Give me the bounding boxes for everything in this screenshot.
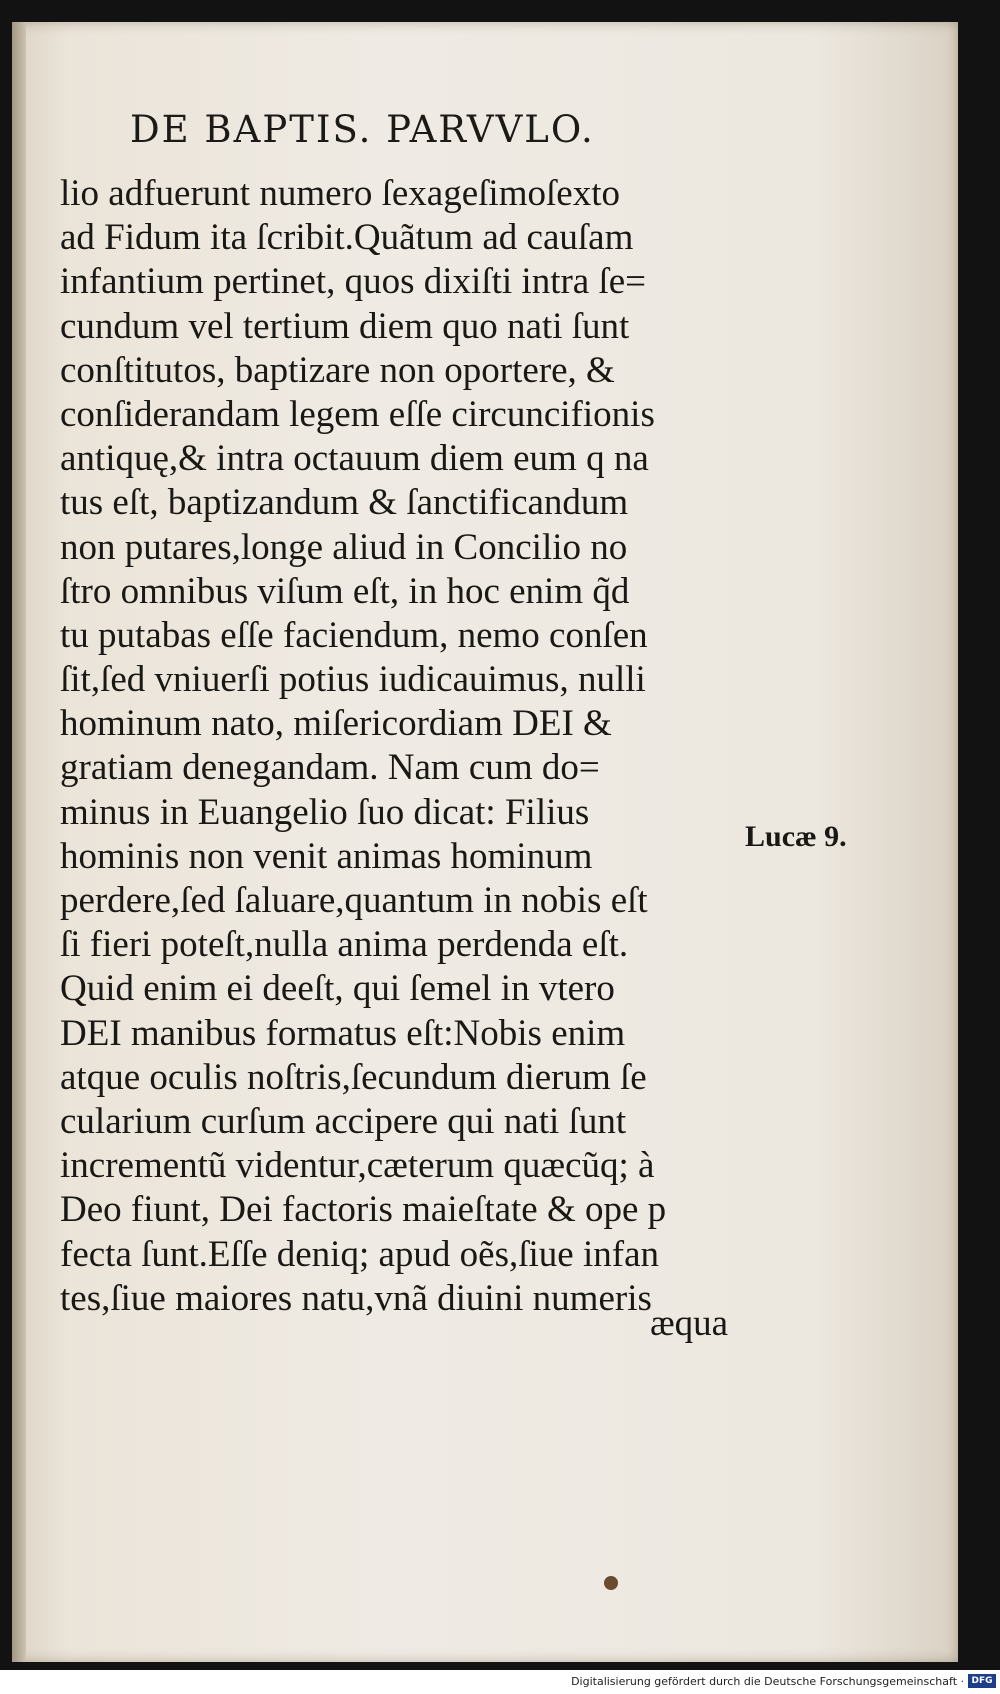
text-line: tes,ſiue maiores natu,vnã diuini numeris	[60, 1277, 652, 1319]
text-line: infantium pertinet, quos dixiſti intra ſe=	[60, 261, 647, 303]
footer-bar	[0, 1670, 1000, 1694]
text-line: minus in Euangelio ſuo dicat: Filius	[60, 791, 590, 833]
text-line: cularium curſum accipere qui nati ſunt	[60, 1100, 627, 1142]
running-head: DE BAPTIS. PARVVLO.	[130, 108, 595, 151]
ink-blot	[604, 1576, 618, 1590]
text-line: tu putabas eſſe faciendum, nemo conſen	[60, 614, 648, 656]
marginal-note: Lucæ 9.	[745, 820, 847, 853]
text-line: cundum vel tertium diem quo nati ſunt	[60, 305, 630, 347]
page-gutter	[12, 22, 26, 1662]
text-line: Deo fiunt, Dei factoris maieſtate & ope p	[60, 1189, 667, 1231]
text-line: ſtro omnibus viſum eſt, in hoc enim q̃d	[60, 570, 630, 612]
text-line: antiquę,& intra octauum diem eum q na	[60, 438, 649, 480]
dfg-logo: DFG	[968, 1674, 996, 1688]
text-line: ſit,ſed vniuerſi potius iudicauimus, nulli	[60, 659, 646, 701]
footer-credit: Digitalisierung gefördert durch die Deutsche Forschungsgemeinschaft ·	[571, 1675, 964, 1688]
body-text	[60, 172, 780, 1321]
text-line: hominis non venit animas hominum	[60, 835, 593, 877]
text-line: ad Fidum ita ſcribit.Quãtum ad cauſam	[60, 217, 634, 259]
text-line: incrementũ videntur,cæterum quæcũq; à	[60, 1145, 655, 1187]
text-line: ſi fieri poteſt,nulla anima perdenda eſt.	[60, 924, 629, 966]
text-line: gratiam denegandam. Nam cum do=	[60, 747, 600, 789]
text-line: atque oculis noſtris,ſecundum dierum ſe	[60, 1056, 647, 1098]
text-line: Quid enim ei deeſt, qui ſemel in vtero	[60, 968, 615, 1010]
text-line: hominum nato, miſericordiam DEI &	[60, 703, 612, 745]
text-line: conſiderandam legem eſſe circuncifionis	[60, 393, 655, 435]
catchword: æqua	[650, 1303, 729, 1344]
text-line: tus eſt, baptizandum & ſanctificandum	[60, 482, 629, 524]
text-line: perdere,ſed ſaluare,quantum in nobis eſt	[60, 880, 648, 921]
text-line: lio adfuerunt numero ſexageſimoſexto	[60, 173, 620, 214]
text-line: fecta ſunt.Eſſe deniq; apud oẽs,ſiue infan	[60, 1233, 659, 1275]
text-line: non putares,longe aliud in Concilio no	[60, 526, 628, 568]
text-line: DEI manibus formatus eſt:Nobis enim	[60, 1012, 626, 1054]
text-line: conſtitutos, baptizare non oportere, &	[60, 349, 615, 391]
